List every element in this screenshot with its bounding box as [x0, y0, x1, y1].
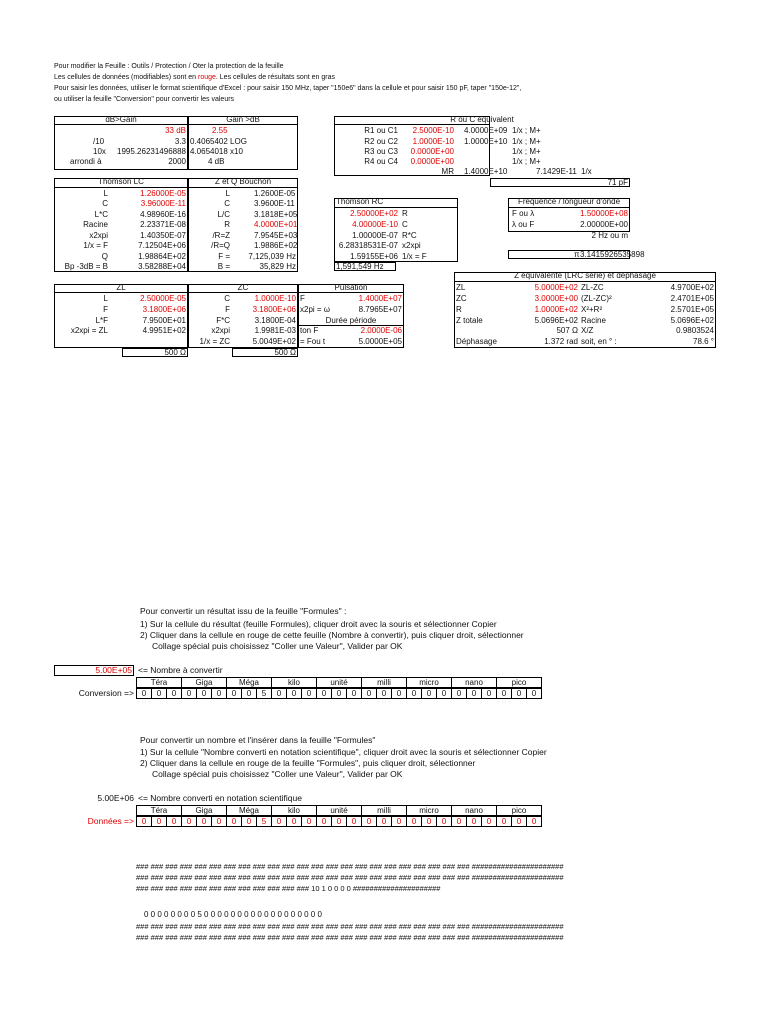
mr-value: 1.4000E+10	[464, 167, 508, 176]
rc-unit-rc: R*C	[402, 231, 417, 240]
lc-value: 7.12504E+06	[138, 241, 186, 250]
r-input-3[interactable]: 0.0000E+00	[410, 147, 454, 156]
digit-cell: 0	[436, 688, 452, 699]
unit-header: milli	[361, 677, 407, 688]
r-label-4: R4 ou C4	[364, 157, 398, 166]
digit-cell: 0	[151, 816, 167, 827]
zeq-input-zc[interactable]: 3.0000E+00	[534, 294, 578, 303]
digit-cell: 0	[181, 816, 197, 827]
zl-total: 500 Ω	[164, 348, 186, 357]
zq-value: 1.2600E-05	[254, 189, 296, 198]
freq-title: Fréquence / longueur d'onde	[517, 197, 621, 206]
mr-op: 1/x	[581, 167, 592, 176]
lc-label: L	[103, 189, 108, 198]
freq-label-1: F ou λ	[512, 209, 535, 218]
unit-header: pico	[496, 677, 542, 688]
conv2-number: 5.00E+06	[97, 793, 134, 803]
unit-header: Téra	[136, 677, 182, 688]
digit-cell: 0	[151, 688, 167, 699]
r-result-1: 4.0000E+09	[464, 126, 508, 135]
freq-input[interactable]: 1.50000E+08	[580, 209, 628, 218]
digit-cell: 0	[166, 688, 182, 699]
digit-cell: 0	[136, 816, 152, 827]
lc-label: Q	[101, 252, 108, 261]
unit-header: micro	[406, 677, 452, 688]
digit-cell: 0	[526, 688, 542, 699]
puls-label-1: F	[300, 294, 305, 303]
zeq-value: 5.0696E+02	[670, 316, 714, 325]
zl-value: 7.9500E+01	[142, 316, 186, 325]
lc-value: 2.23371E-08	[140, 220, 186, 229]
lc-label: L*C	[94, 210, 108, 219]
rc-input-c[interactable]: 4.00000E-10	[352, 220, 398, 229]
r-label-3: R3 ou C3	[364, 147, 398, 156]
digit-cell: 0	[166, 816, 182, 827]
conv2-step3: Collage spécial puis choisissez "Coller une Valeur", Valider par OK	[152, 769, 403, 779]
digit-cell: 0	[226, 688, 242, 699]
r-label-2: R2 ou C2	[364, 137, 398, 146]
zeq-value-b: 1.372 rad	[544, 337, 578, 346]
digit-cell: 0	[226, 816, 242, 827]
digit-cell: 0	[361, 688, 377, 699]
digit-cell: 0	[136, 688, 152, 699]
digit-cell: 0	[511, 816, 527, 827]
hash-line-1: ### ### ### ### ### ### ### ### ### ### ### ### ### ### ### ### ### ### ### ### ### ### ### ######################	[136, 862, 564, 871]
zc-title: ZC	[237, 283, 249, 292]
freq-label-2: λ ou F	[512, 220, 535, 229]
zeq-label: ZL	[456, 283, 466, 292]
zeq-input-zl[interactable]: 5.0000E+02	[534, 283, 578, 292]
mr-result: 7.1429E-11	[536, 167, 577, 176]
zeq-value: 2.4701E+05	[670, 294, 714, 303]
zc-value: 5.0049E+02	[252, 337, 296, 346]
digit-cell: 0	[241, 688, 257, 699]
r-equiv-total: 71 pF	[607, 178, 628, 187]
digit-cell: 0	[451, 816, 467, 827]
zq-value: 1.9886E+02	[254, 241, 298, 250]
lc-value: 4.98960E-16	[140, 210, 186, 219]
zq-label: /R=Z	[212, 231, 230, 240]
zeq-value: 4.9700E+02	[670, 283, 714, 292]
zl-title: ZL	[116, 283, 126, 292]
unit-header: nano	[451, 677, 497, 688]
rc-header-line	[334, 207, 458, 208]
zl-label: x2xpi = ZL	[70, 326, 108, 335]
puls-label-4: = Fou t	[300, 337, 326, 346]
mr-label: MR	[441, 167, 454, 176]
zeq-header-line	[454, 281, 716, 282]
r-input-2[interactable]: 1.0000E-10	[412, 137, 454, 146]
rc-hz: 1,591,549 Hz	[336, 262, 384, 271]
zc-total: 500 Ω	[274, 348, 296, 357]
r-op-4: 1/x ; M+	[512, 157, 541, 166]
lc-label: C	[102, 199, 108, 208]
digit-cell: 0	[406, 688, 422, 699]
r-op-1: 1/x ; M+	[512, 126, 541, 135]
digit-cell: 0	[391, 688, 407, 699]
db-val-2: 3.3	[174, 137, 186, 146]
unit-header: Giga	[181, 805, 227, 816]
zq-input-r[interactable]: 4.0000E+01	[254, 220, 298, 229]
gain-input[interactable]: 2.55	[212, 126, 228, 135]
zq-label: L/C	[217, 210, 230, 219]
gain-log: 0.4065402 LOG	[190, 137, 247, 146]
db-gain-title: dB>Gain	[105, 115, 137, 124]
digit-cell: 0	[196, 816, 212, 827]
digit-cell: 0	[346, 816, 362, 827]
rc-unit-r: R	[402, 209, 408, 218]
zl-input-l[interactable]: 2.50000E-05	[140, 294, 186, 303]
digit-cell: 0	[466, 688, 482, 699]
conv1-step1: 1) Sur la cellule du résultat (feuille Formules), cliquer droit avec la souris et sélectionner Copier	[140, 619, 497, 629]
digit-cell: 0	[481, 816, 497, 827]
zeq-label: ZC	[456, 294, 467, 303]
digit-cell: 0	[436, 816, 452, 827]
freq-header-line	[508, 207, 630, 208]
note-line-2b: . Les cellules de résultats sont en gras	[215, 74, 335, 81]
zc-input-f[interactable]: 3.1800E+06	[252, 305, 296, 314]
zc-label: C	[224, 294, 230, 303]
digit-cell: 5	[256, 688, 272, 699]
conv2-step1: 1) Sur la cellule "Nombre converti en notation scientifique", cliquer droit avec la souris et sélectionner Copier	[140, 747, 547, 757]
note-line-1: Pour modifier la Feuille : Outils / Protection / Oter la protection de la feuille	[54, 63, 284, 70]
conv2-intro: Pour convertir un nombre et l'insérer dans la feuille "Formules"	[140, 735, 376, 745]
zeq-value: 0.9803524	[676, 326, 714, 335]
lc-value: 1.98864E+02	[138, 252, 186, 261]
digit-cell: 0	[421, 816, 437, 827]
puls-label-3: ton F	[300, 326, 319, 335]
db-label-10x: 10x	[93, 147, 106, 156]
unit-header: unité	[316, 805, 362, 816]
zq-value: 7,125,039 Hz	[248, 252, 296, 261]
conv2-row-label: Données =>	[87, 816, 134, 826]
unit-header: Méga	[226, 805, 272, 816]
unit-header: kilo	[271, 677, 317, 688]
unit-header: micro	[406, 805, 452, 816]
digit-cell: 0	[346, 688, 362, 699]
zq-value: 35,829 Hz	[259, 262, 296, 271]
digit-cell: 0	[406, 816, 422, 827]
zq-value: 3.1818E+05	[254, 210, 298, 219]
digit-cell: 0	[496, 816, 512, 827]
zeq-label: R	[456, 305, 462, 314]
zeq-value-b: 5.0696E+02	[534, 316, 578, 325]
zc-label: F	[225, 305, 230, 314]
pi-value: 3.1415926535898	[580, 250, 645, 259]
zeq-title: Z équivalente (LRC série) et déphasage	[514, 271, 656, 280]
zc-value: 1.9981E-03	[254, 326, 296, 335]
unit-header: unité	[316, 677, 362, 688]
digit-cell: 0	[481, 688, 497, 699]
lc-value: 3.58288E+04	[138, 262, 186, 271]
rc-val-f: 1.59155E+06	[350, 252, 398, 261]
hash-line-3: ### ### ### ### ### ### ### ### ### ### ### ### 10 1 0 0 0 0 #####################	[136, 884, 441, 893]
zeq-label-2: X/Z	[581, 326, 594, 335]
lc-label: Bp -3dB = B	[64, 262, 108, 271]
zc-input-c[interactable]: 1.0000E-10	[254, 294, 296, 303]
thomson-lc-title: Thomson LC	[98, 177, 144, 186]
db-label-arrondi: arrondi à	[70, 157, 102, 166]
r-op-2: 1/x ; M+	[512, 137, 541, 146]
zeq-label-2: soit, en ° :	[581, 337, 617, 346]
digit-cell: 5	[256, 816, 272, 827]
gain-x10: 4.0654018 x10	[190, 147, 243, 156]
pulsation-header-line	[298, 292, 404, 293]
r-equiv-title: R ou C équivalent	[450, 115, 514, 124]
freq-result-unit: 2 Hz ou m	[591, 231, 628, 240]
zeq-value: 2.5701E+05	[670, 305, 714, 314]
r-label-1: R1 ou C1	[364, 126, 398, 135]
puls-result: 5.0000E+05	[358, 337, 402, 346]
hash-line-2: ### ### ### ### ### ### ### ### ### ### ### ### ### ### ### ### ### ### ### ### ### ### ### ######################	[136, 873, 564, 882]
hash-line-4: ### ### ### ### ### ### ### ### ### ### ### ### ### ### ### ### ### ### ### ### ### ### ### ######################	[136, 922, 564, 931]
note-line-3: Pour saisir les données, utiliser le format scientifique d'Excel : pour saisir 150 MHz, taper "150e6" dans la cellule et pour saisir 150 pF, taper "150e-12",	[54, 85, 522, 92]
pulsation-title: Pulsation	[334, 283, 368, 292]
digit-cell: 0	[511, 688, 527, 699]
digit-cell: 0	[451, 688, 467, 699]
hash-digits: 0 0 0 0 0 0 0 0 5 0 0 0 0 0 0 0 0 0 0 0 0 0 0 0 0 0 0	[144, 910, 322, 919]
rc-unit-c: C	[402, 220, 408, 229]
zeq-label-2: (ZL-ZC)²	[581, 294, 612, 303]
zq-value: 7.9545E+03	[254, 231, 298, 240]
zl-label: F	[103, 305, 108, 314]
lc-label: x2xpi	[89, 231, 108, 240]
digit-cell: 0	[211, 688, 227, 699]
zeq-label-2: ZL-ZC	[581, 283, 604, 292]
digit-cell: 0	[286, 688, 302, 699]
conv1-step2: 2) Cliquer dans la cellule en rouge de cette feuille (Nombre à convertir), puis cliquer droit, sélectionner	[140, 630, 524, 640]
zq-label: R	[224, 220, 230, 229]
zc-value: 3.1800E-04	[254, 316, 296, 325]
note-line-2a: Les cellules de données (modifiables) sont en	[54, 74, 198, 81]
note-line-2-red: rouge	[197, 74, 216, 81]
db-val-3: 1995.26231496888	[117, 147, 186, 156]
puls-input-f[interactable]: 1.4000E+07	[358, 294, 402, 303]
zl-value: 4.9951E+02	[142, 326, 186, 335]
conv1-number-label: <= Nombre à convertir	[138, 665, 223, 675]
digit-cell: 0	[361, 816, 377, 827]
duree-title: Durée période	[325, 316, 377, 325]
freq-result: 2.00000E+00	[580, 220, 628, 229]
rc-val-rc: 1.00000E-07	[352, 231, 398, 240]
db-val-4: 2000	[168, 157, 186, 166]
zc-label: x2xpi	[211, 326, 230, 335]
gain-db-title: Gain >dB	[226, 115, 260, 124]
conv2-step2: 2) Cliquer dans la cellule en rouge de la feuille "Formules", puis cliquer droit, sélectionner	[140, 758, 476, 768]
digit-cell: 0	[376, 688, 392, 699]
rc-input-r[interactable]: 2.50000E+02	[350, 209, 398, 218]
conv1-intro: Pour convertir un résultat issu de la feuille "Formules" :	[140, 606, 347, 616]
conv1-row-label: Conversion =>	[78, 688, 134, 698]
puls-input-t[interactable]: 2.0000E-06	[360, 326, 402, 335]
digit-cell: 0	[526, 816, 542, 827]
r-input-4[interactable]: 0.0000E+00	[410, 157, 454, 166]
digit-cell: 0	[466, 816, 482, 827]
digit-cell: 0	[271, 688, 287, 699]
unit-header: kilo	[271, 805, 317, 816]
gain-db-result: 4 dB	[208, 157, 225, 166]
zq-label: C	[224, 199, 230, 208]
digit-cell: 0	[331, 816, 347, 827]
rc-val-pi: 6.28318531E-07	[338, 241, 398, 250]
zq-label: B =	[217, 262, 230, 271]
digit-cell: 0	[301, 688, 317, 699]
lc-value: 1.40350E-07	[140, 231, 186, 240]
digit-cell: 0	[211, 816, 227, 827]
conv1-number-input[interactable]: 5.00E+05	[95, 665, 132, 675]
digit-cell: 0	[181, 688, 197, 699]
digit-cell: 0	[421, 688, 437, 699]
lc-label: Racine	[83, 220, 108, 229]
r-input-1[interactable]: 2.5000E-10	[412, 126, 454, 135]
zeq-label: Déphasage	[456, 337, 497, 346]
digit-cell: 0	[196, 688, 212, 699]
unit-header: Giga	[181, 677, 227, 688]
db-label-div10: /10	[93, 137, 105, 146]
conv2-number-label: <= Nombre converti en notation scientifique	[138, 793, 302, 803]
zc-label: 1/x = ZC	[199, 337, 230, 346]
digit-cell: 0	[376, 816, 392, 827]
rc-unit-f: 1/x = F	[402, 252, 427, 261]
lc-input-l[interactable]: 1.26000E-05	[140, 189, 186, 198]
zl-label: L*F	[95, 316, 108, 325]
note-line-2	[54, 73, 335, 82]
zq-label: /R=Q	[211, 241, 230, 250]
zeq-value-b: 507 Ω	[556, 326, 578, 335]
unit-header: nano	[451, 805, 497, 816]
digit-cell: 0	[316, 688, 332, 699]
zeq-value: 78.6 °	[693, 337, 714, 346]
conv1-step3: Collage spécial puis choisissez "Coller une Valeur", Valider par OK	[152, 641, 403, 651]
puls-omega: 8.7965E+07	[358, 305, 402, 314]
lc-label: 1/x = F	[83, 241, 108, 250]
unit-header: Téra	[136, 805, 182, 816]
zq-value: 3.9600E-11	[254, 199, 295, 208]
zq-label: L	[225, 189, 230, 198]
pi-label: π	[574, 250, 580, 259]
unit-header: Méga	[226, 677, 272, 688]
digit-cell: 0	[391, 816, 407, 827]
puls-label-2: x2pi = ω	[300, 305, 331, 314]
digit-cell: 0	[301, 816, 317, 827]
zq-label: F =	[218, 252, 230, 261]
lc-input-c[interactable]: 3.96000E-11	[140, 199, 186, 208]
digit-cell: 0	[331, 688, 347, 699]
zq-title: Z et Q Bouchon	[214, 177, 272, 186]
note-line-4: ou utiliser la feuille "Conversion" pour convertir les valeurs	[54, 96, 235, 103]
digit-cell: 0	[271, 816, 287, 827]
zl-input-f[interactable]: 3.1800E+06	[142, 305, 186, 314]
r-result-2: 1.0000E+10	[464, 137, 508, 146]
rc-unit-pi: x2xpi	[402, 241, 421, 250]
unit-header: milli	[361, 805, 407, 816]
zl-label: L	[103, 294, 108, 303]
digit-cell: 0	[286, 816, 302, 827]
digit-cell: 0	[241, 816, 257, 827]
zeq-label-2: X²+R²	[581, 305, 603, 314]
hash-line-5: ### ### ### ### ### ### ### ### ### ### ### ### ### ### ### ### ### ### ### ### ### ### ### ######################	[136, 933, 564, 942]
zeq-label-2: Racine	[581, 316, 606, 325]
zeq-label: Z totale	[456, 316, 483, 325]
zeq-input-r[interactable]: 1.0000E+02	[534, 305, 578, 314]
digit-cell: 0	[496, 688, 512, 699]
unit-header: pico	[496, 805, 542, 816]
digit-cell: 0	[316, 816, 332, 827]
zc-label: F*C	[216, 316, 230, 325]
db-input[interactable]: 33 dB	[165, 126, 186, 135]
thomson-rc-title: Thomson RC	[336, 197, 384, 206]
r-op-3: 1/x ; M+	[512, 147, 541, 156]
